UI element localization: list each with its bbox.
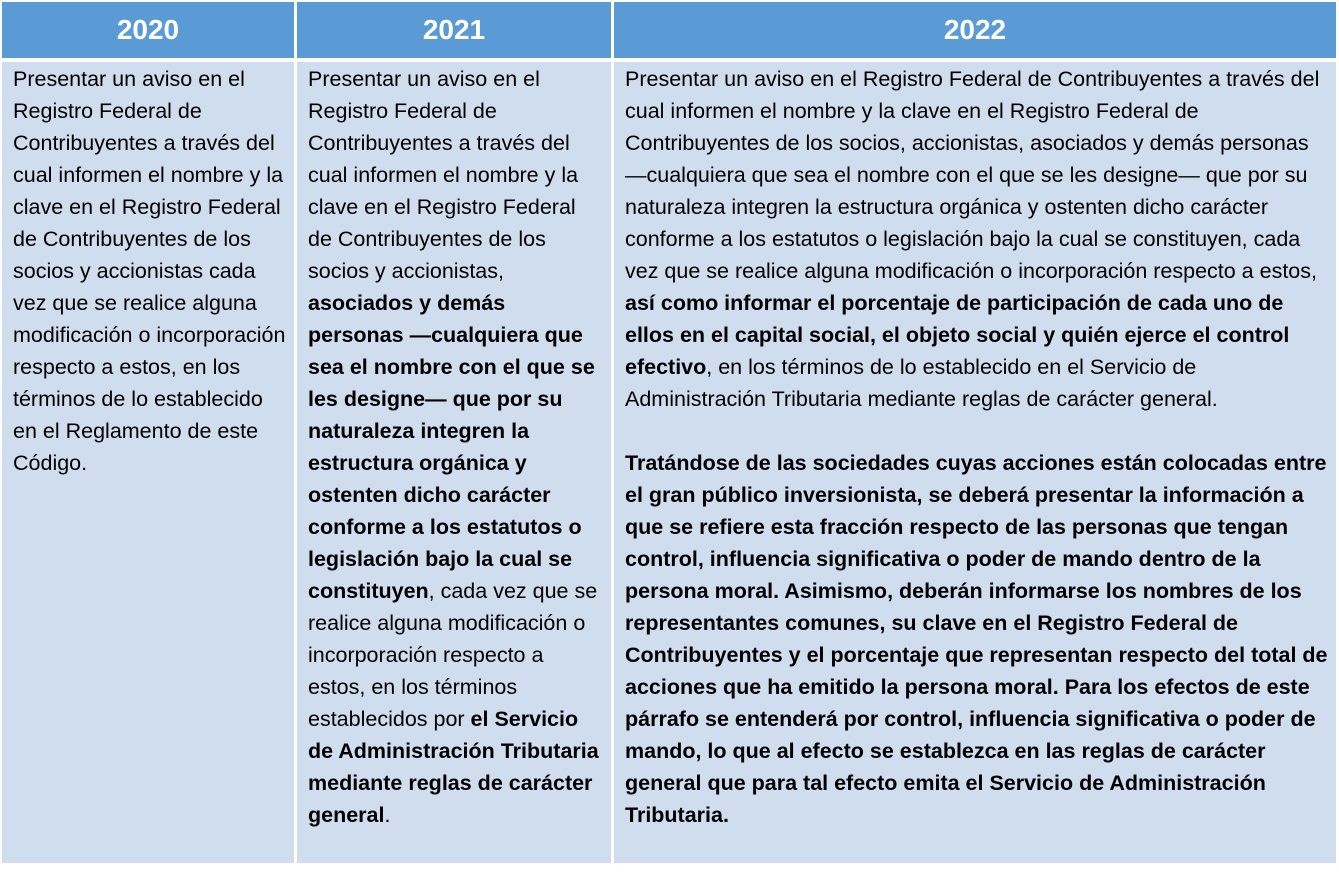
header-2021: 2021 [297, 2, 611, 58]
cell-2022-bold-1: así como informar el porcentaje de participación de cada uno de ellos en el capital social, el objeto social y quién ejerce el control efectivo [625, 291, 1290, 379]
cell-2022-text-1: Presentar un aviso en el Registro Federal de Contribuyentes a través del cual informen el nombre y la clave en el Registro Federal de Contribuyentes de los socios, accionistas, asociados y demás personas —cualquiera que sea el nombre con el que se les designe— que por su naturaleza integren la estructura orgánica y ostenten dicho carácter conforme a los estatutos o legislación bajo la cual se constituyen, cada vez que se realice alguna modificación o incorporación respecto a estos, [625, 67, 1320, 283]
cell-2022-bold-2: Tratándose de las sociedades cuyas acciones están colocadas entre el gran público inversionista, se deberá presentar la información a que se refiere esta fracción respecto de las personas que tengan control, influencia significativa o poder de mando dentro de la persona moral. Asimismo, deberán informarse los nombres de los representantes comunes, su clave en el Registro Federal de Contribuyentes y el porcentaje que representan respecto del total de acciones que ha emitido la persona moral. Para los efectos de este párrafo se entenderá por control, influencia significativa o poder de mando, lo que al efecto se establezca en las reglas de carácter general que para tal efecto emita el Servicio de Administración Tributaria. [625, 451, 1328, 827]
cell-2021-text-2: , cada vez que se realice alguna modificación o incorporación respecto a estos, en los términos establecidos por [308, 579, 598, 731]
cell-2020 [2, 62, 294, 863]
cell-2022 [614, 62, 1336, 863]
header-2022: 2022 [614, 2, 1336, 58]
header-2020: 2020 [2, 2, 294, 58]
cell-2022-paragraph-1 [625, 63, 1328, 415]
cell-2022-paragraph-2 [625, 447, 1328, 831]
cell-2020-text: Presentar un aviso en el Registro Federal de Contribuyentes a través del cual informen el nombre y la clave en el Registro Federal de Contribuyentes de los socios y accionistas cada vez que se realice alguna modificación o incorporación respecto a estos, en los términos de lo establecido en el Reglamento de este Código. [13, 67, 286, 475]
cell-2021-text-1: Presentar un aviso en el Registro Federal de Contribuyentes a través del cual informen el nombre y la clave en el Registro Federal de Contribuyentes de los socios y accionistas, [308, 67, 579, 283]
cell-2022-text-2: , en los términos de lo establecido en el Servicio de Administración Tributaria mediante reglas de carácter general. [625, 355, 1218, 411]
cell-2021 [297, 62, 611, 863]
cell-2021-bold-1: asociados y demás personas —cualquiera que sea el nombre con el que se les designe— que por su naturaleza integren la estructura orgánica y ostenten dicho carácter conforme a los estatutos o legislación bajo la cual se constituyen [308, 291, 595, 603]
cell-2021-text-3: . [384, 803, 391, 827]
cell-2021-paragraph [308, 63, 603, 831]
cell-2021-bold-2: el Servicio de Administración Tributaria mediante reglas de carácter general [308, 707, 599, 827]
